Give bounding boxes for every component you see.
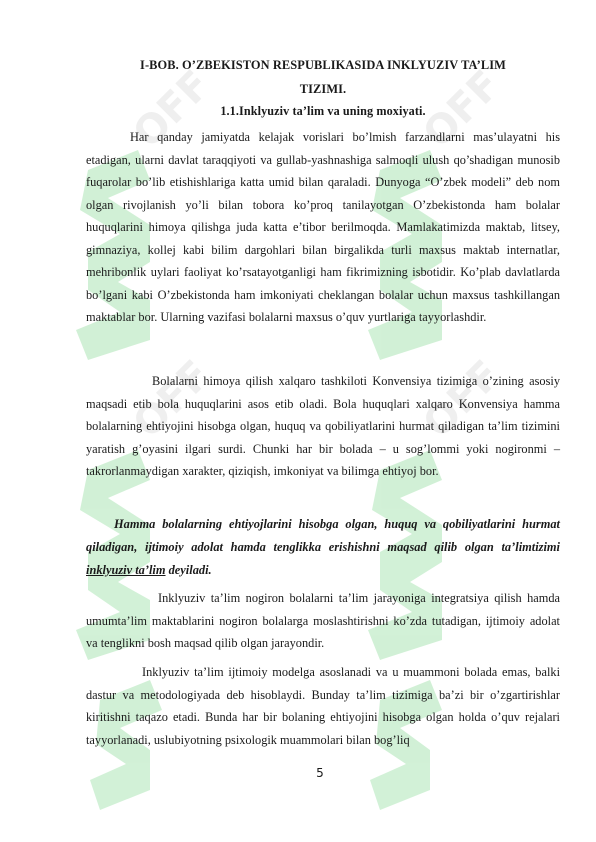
- paragraph-text: Inklyuziv ta’lim nogiron bolalarni ta’lim jarayoniga integratsiya qilish hamda umumta’lim maktablarini nogiron bolalarga moslashtirishni ko’zda tutadigan, ijtimoiy adolat va tenglikni bosh maqsad qilib olgan jarayondir.: [86, 591, 560, 650]
- watermark-text: OFF: [414, 351, 510, 448]
- paragraph-5: [86, 661, 560, 751]
- paragraph-text: Bolalarni himoya qilish xalqaro tashkiloti Konvensiya tizimiga o’zining asosiy maqsadi etib bola huquqlarini asos etib oladi. Bola huquqlari xalqaro Konvensiya hamma bolalarning ehtiyojini hisobga olgan, huquq va qobiliyatlarini hurmat qiladigan ta’lim tizimini yaratish g’oyasini ilgari surdi. Chunki har bir bolada – u sog’lommi yoki nogironmi – takrorlanmaydigan xarakter, qiziqish, imkoniyat va bilimga ehtiyoj bor.: [86, 374, 560, 478]
- section-title: 1.1.Inklyuziv ta’lim va uning moxiyati.: [220, 104, 426, 118]
- watermark-text: OFF: [124, 351, 220, 448]
- chapter-title: I-BOB. O’ZBEKISTON RESPUBLIKASIDA INKLYUZIV TA’LIM: [140, 58, 506, 72]
- paragraph-text: Har qanday jamiyatda kelajak vorislari bo’lmish farzandlarni mas’ulayatni his etadigan, ularni davlat taraqqiyoti va gullab-yashnashiga salmoqli ulush qo’shadigan munosib fuqarolar bo’lib etishishlariga katta umid bilan qaraladi. Dunyoga “O’zbek modeli” deb nom olgan rivojlanish yo’li bilan tobora ko’proq tanilayotgan O’zbekistonda ham bolalar huquqlarini himoya qilishga juda katta e’tibor berilmoqda. Mamlakatimizda maktab, litsey, gimnaziya, kollej kabi bilim dargohlari bilan birgalikda turli maxsus maktab internatlar, mehribonlik uylari faoliyat ko’rsatayotganligi ham fikrimizning isbotidir. Ko’plab davlatlarda bo’lgani kabi O’zbekistonda ham imkoniyati cheklangan bolalar uchun maxsus tashkillangan maktablar bor. Ularning vazifasi bolalarni maxsus o’quv yurtlariga tayyorlashdir.: [86, 130, 560, 324]
- term-inklyuziv-talim: inklyuziv ta’lim: [86, 563, 166, 577]
- definition-paragraph: [86, 513, 560, 582]
- paragraph-2: [86, 370, 560, 483]
- watermark-text: OFF: [414, 61, 510, 158]
- paragraph-4: [86, 587, 560, 655]
- paragraph-text: Inklyuziv ta’lim ijtimoiy modelga asoslanadi va u muammoni bolada emas, balki dastur va metodologiyada deb hisoblaydi. Bunday ta’lim tizimiga ba’zi bir o’zgartirishlar kiritishni taqazo etadi. Bunda har bir bolaning ehtiyojini hisobga olgan holda o’quv rejalari tayyorlanadi, uslubiyotning psixologik muammolari bilan bog’liq: [86, 665, 560, 747]
- definition-text-start: Hamma bolalarning ehtiyojlarini hisobga olgan, huquq va qobiliyatlarini hurmat qiladigan, ijtimoiy adolat hamda tenglikka erishishni maqsad qilib olgan ta’limtizimi: [86, 517, 560, 554]
- page-number: 5: [316, 766, 324, 780]
- watermark-text: OFF: [124, 61, 220, 158]
- definition-text: [86, 513, 560, 582]
- definition-text-end: deyiladi.: [165, 563, 212, 577]
- chapter-title-continued: TIZIMI.: [299, 82, 347, 96]
- paragraph-1: [86, 126, 560, 329]
